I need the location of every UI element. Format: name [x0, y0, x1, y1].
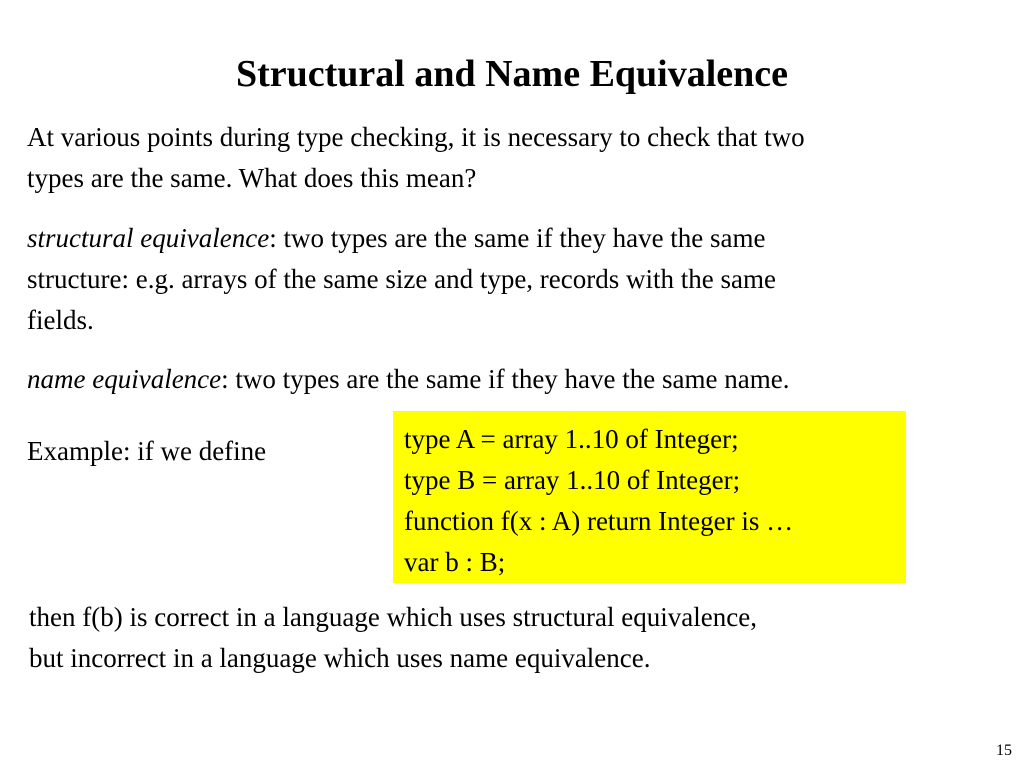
structural-definition-start: : two types are the same if they have the same	[269, 223, 766, 253]
structural-line-3: fields.	[27, 305, 94, 335]
structural-line-1	[27, 218, 1017, 259]
example-label: Example: if we define	[27, 436, 267, 466]
conclusion-line-2: but incorrect in a language which uses name equivalence.	[29, 643, 651, 673]
conclusion-paragraph	[29, 597, 1019, 679]
intro-line-1: At various points during type checking, it is necessary to check that two	[27, 122, 805, 152]
structural-line-2: structure: e.g. arrays of the same size and type, records with the same	[27, 264, 776, 294]
name-equivalence-term: name equivalence	[27, 364, 222, 394]
code-line-type-b: type B = array 1..10 of Integer;	[404, 465, 741, 495]
name-line-1	[27, 359, 1017, 400]
code-line-var-b: var b : B;	[404, 547, 506, 577]
slide-title: Structural and Name Equivalence	[235, 53, 789, 95]
intro-line-2: types are the same. What does this mean?	[27, 163, 477, 193]
name-equivalence-paragraph	[27, 359, 1017, 400]
structural-equivalence-term: structural equivalence	[27, 223, 270, 253]
code-line-function-f: function f(x : A) return Integer is …	[404, 506, 794, 536]
conclusion-line-1: then f(b) is correct in a language which uses structural equivalence,	[29, 602, 757, 632]
code-line-type-a: type A = array 1..10 of Integer;	[404, 424, 739, 454]
code-example-box	[393, 411, 906, 583]
name-definition: : two types are the same if they have the same name.	[221, 364, 790, 394]
page-number: 15	[996, 742, 1012, 759]
intro-paragraph	[27, 117, 1017, 199]
structural-equivalence-paragraph	[27, 218, 1017, 341]
